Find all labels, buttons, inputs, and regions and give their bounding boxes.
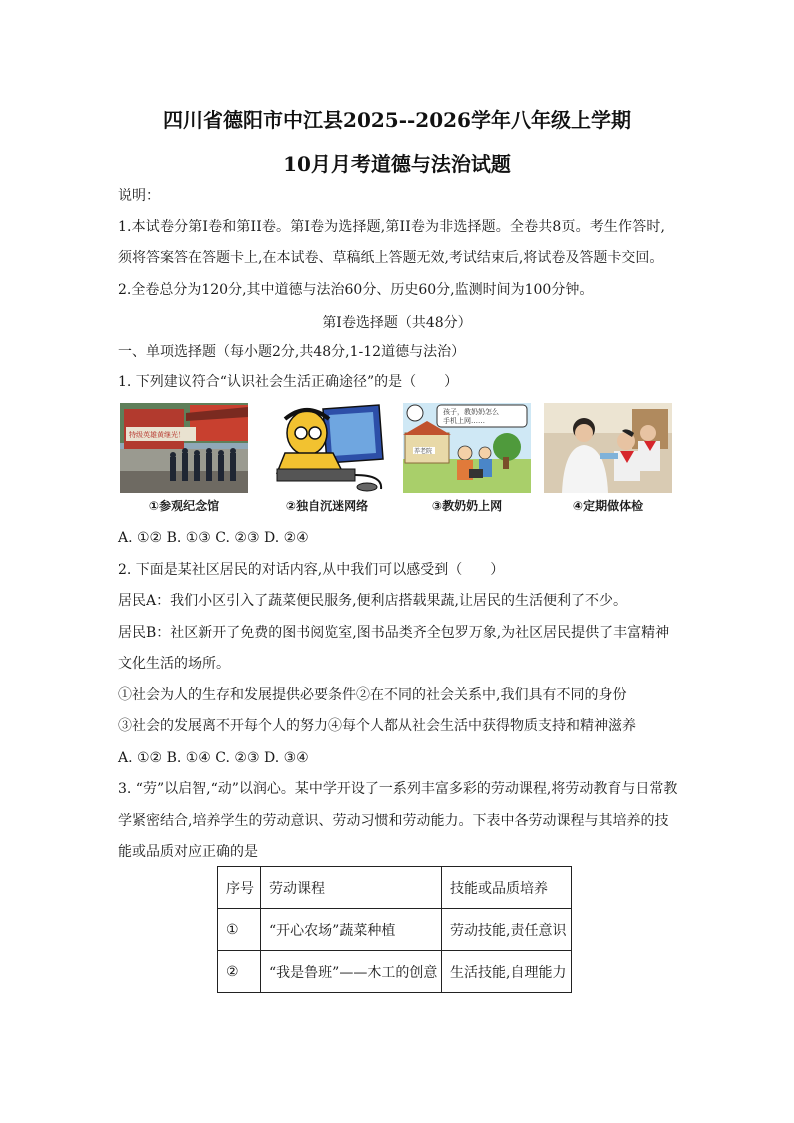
question-3-stem-line3: 能或品质对应正确的是: [118, 844, 258, 860]
resident-b-statement-line1: 居民B：社区新开了免费的图书阅览室,图书品类齐全包罗万象,为社区居民提供了丰富精神: [118, 625, 670, 641]
table-header-cell: 劳动课程: [261, 867, 442, 909]
table-header-row: [218, 867, 572, 909]
question-2-choices-line2: ③社会的发展离不开每个人的努力④每个人都从社会生活中获得物质支持和精神滋养: [118, 718, 636, 734]
instruction-item1-line2: 须将答案答在答题卡上,在本试卷、草稿纸上答题无效,考试结束后,将试卷及答题卡交回。: [118, 250, 664, 266]
instructions-heading: 说明：: [118, 188, 160, 204]
resident-b-statement-line2: 文化生活的场所。: [118, 656, 230, 672]
question-3-stem-line1: 3. “劳”以启智,“动”以润心。某中学开设了一系列丰富多彩的劳动课程,将劳动教育与日常教: [118, 781, 678, 797]
table-header-cell: 技能或品质培养: [442, 867, 572, 909]
table-cell: ①: [218, 909, 261, 951]
question-2-options: A. ①② B. ①④ C. ②③ D. ③④: [118, 750, 309, 766]
table-row: [218, 909, 572, 951]
table-cell: ②: [218, 951, 261, 993]
image-1-caption: ①参观纪念馆: [148, 499, 220, 513]
table-row: [218, 951, 572, 993]
table-cell: “开心农场”蔬菜种植: [261, 909, 442, 951]
internet-addiction-image: [263, 403, 391, 493]
medical-checkup-image: [544, 403, 672, 493]
question-1-images: [120, 403, 676, 513]
image-4-caption: ④定期做体检: [572, 499, 644, 513]
question-3-table: [217, 866, 572, 993]
instruction-item1-line1: 1.本试卷分第I卷和第II卷。第I卷为选择题,第II卷为非选择题。全卷共8页。考生作答时,: [118, 219, 666, 235]
speech-bubble-line2: 手机上网……: [443, 417, 485, 425]
memorial-banner-text: 特级英雄黄继光！: [129, 431, 185, 439]
image-2-caption: ②独自沉迷网络: [285, 499, 369, 513]
question-2-stem: 2. 下面是某社区居民的对话内容,从中我们可以感受到（ ）: [118, 562, 505, 578]
question-3-stem-line2: 学紧密结合,培养学生的劳动意识、劳动习惯和劳动能力。下表中各劳动课程与其培养的技: [118, 813, 669, 829]
table-cell: 生活技能,自理能力: [442, 951, 572, 993]
question-1-options: A. ①② B. ①③ C. ②③ D. ②④: [118, 530, 309, 546]
nursing-home-sign: 养老院: [414, 448, 433, 455]
resident-a-statement: 居民A：我们小区引入了蔬菜便民服务,便利店搭载果蔬,让居民的生活便利了不少。: [118, 593, 628, 609]
instruction-item2: 2.全卷总分为120分,其中道德与法治60分、历史60分,监测时间为100分钟。: [118, 282, 594, 298]
section-subtitle: 一、单项选择题（每小题2分,共48分,1-12道德与法治）: [118, 344, 466, 360]
table-header-cell: 序号: [218, 867, 261, 909]
teach-grandma-image: [403, 403, 531, 493]
question-1-stem: 1. 下列建议符合“认识社会生活正确途径”的是（ ）: [118, 374, 459, 390]
exam-title-line1: 四川省德阳市中江县2025--2026学年八年级上学期: [163, 108, 631, 132]
table-cell: 劳动技能,责任意识: [442, 909, 572, 951]
table-cell: “我是鲁班”——木工的创意: [261, 951, 442, 993]
image-3-caption: ③教奶奶上网: [431, 499, 503, 513]
section-title: 第I卷选择题（共48分）: [322, 315, 472, 331]
question-2-choices-line1: ①社会为人的生存和发展提供必要条件②在不同的社会关系中,我们具有不同的身份: [118, 687, 627, 703]
speech-bubble-line1: 孩子，教奶奶怎么: [443, 408, 499, 416]
exam-title-line2: 10月月考道德与法治试题: [283, 152, 511, 176]
memorial-hall-image: [120, 403, 248, 493]
